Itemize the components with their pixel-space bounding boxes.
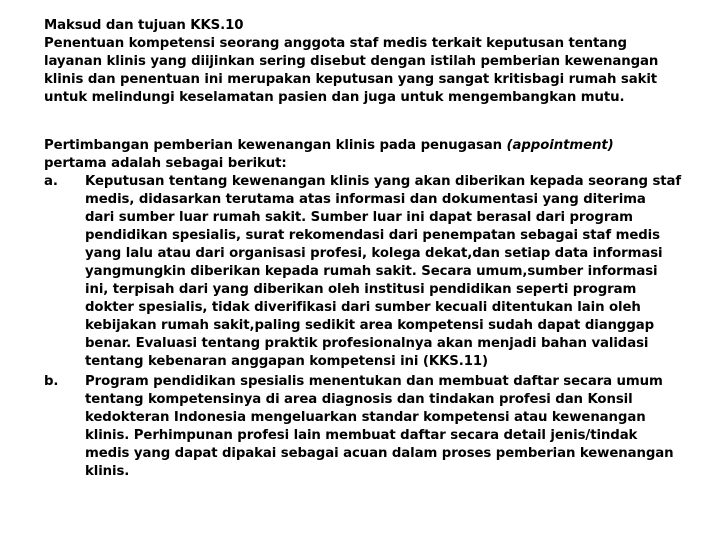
list-line: kedokteran Indonesia mengeluarkan standar kompetensi atau kewenangan bbox=[85, 410, 646, 425]
list-line: klinis. bbox=[85, 464, 130, 479]
list-marker: b. bbox=[44, 374, 59, 389]
list-line: Program pendidikan spesialis menentukan dan membuat daftar secara umum bbox=[85, 374, 663, 389]
list-line: ini, terpisah dari yang diberikan oleh institusi pendidikan seperti program bbox=[85, 282, 637, 297]
consideration-text: Pertimbangan pemberian kewenangan klinis pada penugasan bbox=[44, 138, 507, 153]
intro-line: klinis dan penentuan ini merupakan keputusan yang sangat kritisbagi rumah sakit bbox=[44, 72, 658, 87]
list-item-a bbox=[44, 173, 704, 371]
consideration-italic: (appointment) bbox=[506, 138, 614, 153]
list-line: dari sumber luar rumah sakit. Sumber luar ini dapat berasal dari program bbox=[85, 210, 633, 225]
list-item-b bbox=[44, 373, 704, 481]
list-line: Keputusan tentang kewenangan klinis yang akan diberikan kepada seorang staf bbox=[85, 174, 682, 189]
list-line: yang lalu atau dari organisasi profesi, kolega dekat,dan setiap data informasi bbox=[85, 246, 663, 261]
list-item-body bbox=[85, 373, 704, 481]
consideration-line: pertama adalah sebagai berikut: bbox=[44, 156, 287, 171]
list-line: yangmungkin diberikan kepada rumah sakit. Secara umum,sumber informasi bbox=[85, 264, 658, 279]
list-line: tentang kebenaran anggapan kompetensi ini (KKS.11) bbox=[85, 354, 488, 369]
list-line: dokter spesialis, tidak diverifikasi dari sumber kecuali ditentukan lain oleh bbox=[85, 300, 641, 315]
list-line: medis, didasarkan terutama atas informasi dan dokumentasi yang diterima bbox=[85, 192, 646, 207]
intro-line: layanan klinis yang diijinkan sering disebut dengan istilah pemberian kewenangan bbox=[44, 54, 659, 69]
list-line: klinis. Perhimpunan profesi lain membuat daftar secara detail jenis/tindak bbox=[85, 428, 638, 443]
list-item-body bbox=[85, 173, 704, 371]
intro-line: Penentuan kompetensi seorang anggota staf medis terkait keputusan tentang bbox=[44, 36, 627, 51]
list-line: medis yang dapat dipakai sebagai acuan dalam proses pemberian kewenangan bbox=[85, 446, 674, 461]
heading: Maksud dan tujuan KKS.10 bbox=[44, 18, 244, 33]
list-line: benar. Evaluasi tentang praktik profesionalnya akan menjadi bahan validasi bbox=[85, 336, 649, 351]
consideration-line bbox=[44, 137, 704, 155]
intro-paragraph bbox=[44, 17, 704, 107]
list-marker: a. bbox=[44, 174, 58, 189]
consideration-paragraph bbox=[44, 137, 704, 481]
list-line: pendidikan spesialis, surat rekomendasi dari penempatan sebagai staf medis bbox=[85, 228, 660, 243]
list-line: tentang kompetensinya di area diagnosis dan tindakan profesi dan Konsil bbox=[85, 392, 633, 407]
intro-line: untuk melindungi keselamatan pasien dan juga untuk mengembangkan mutu. bbox=[44, 90, 625, 105]
list-line: kebijakan rumah sakit,paling sedikit area kompetensi sudah dapat dianggap bbox=[85, 318, 655, 333]
